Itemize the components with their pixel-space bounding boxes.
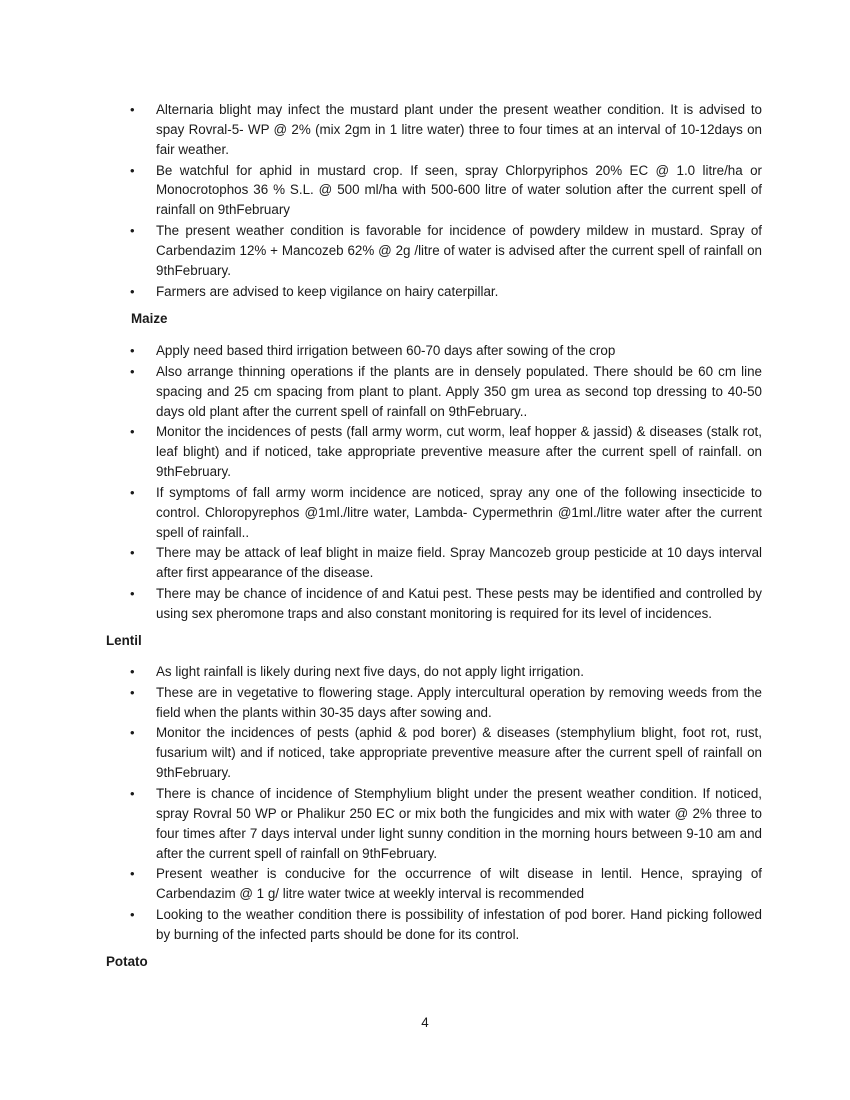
- list-item: • Present weather is conducive for the occurrence of wilt disease in lentil. Hence, spraying of Carbendazim @ 1 g/ litre water twice at weekly interval is recommended: [0, 864, 850, 904]
- maize-heading: Maize: [131, 311, 168, 326]
- lentil-section: [0, 662, 850, 945]
- lentil-advice-list: [0, 662, 850, 945]
- list-item: • Monitor the incidences of pests (fall army worm, cut worm, leaf hopper & jassid) & diseases (stalk rot, leaf blight) and if noticed, take appropriate preventive measure after the current spell of rainfall. on 9thFebruary.: [0, 422, 850, 482]
- mustard-advice-list: [0, 100, 850, 301]
- list-item: • Alternaria blight may infect the mustard plant under the present weather condition. It is advised to spay Rovral-5- WP @ 2% (mix 2gm in 1 litre water) three to four times at an interval of 10-12days on fair weather.: [0, 100, 850, 160]
- potato-heading: Potato: [106, 954, 148, 969]
- page-number: 4: [421, 1015, 429, 1030]
- list-item: • Farmers are advised to keep vigilance on hairy caterpillar.: [0, 282, 850, 302]
- list-item: • There may be attack of leaf blight in maize field. Spray Mancozeb group pesticide at 10 days interval after first appearance of the disease.: [0, 543, 850, 583]
- list-item: • If symptoms of fall army worm incidence are noticed, spray any one of the following insecticide to control. Chloropyrephos @1ml./litre water, Lambda- Cypermethrin @1ml./litre water after the current spell of rainfall..: [0, 483, 850, 543]
- list-item: • As light rainfall is likely during next five days, do not apply light irrigation.: [0, 662, 850, 682]
- mustard-section: [0, 100, 850, 302]
- list-item: • Be watchful for aphid in mustard crop. If seen, spray Chlorpyriphos 20% EC @ 1.0 litre/ha or Monocrotophos 36 % S.L. @ 500 ml/ha with 500-600 litre of water solution after the current spell of rainfall on 9thFebruary: [0, 161, 850, 221]
- list-item: • Looking to the weather condition there is possibility of infestation of pod borer. Hand picking followed by burning of the infected parts should be done for its control.: [0, 905, 850, 945]
- list-item: • There is chance of incidence of Stemphylium blight under the present weather condition. If noticed, spray Rovral 50 WP or Phalikur 250 EC or mix both the fungicides and mix with water @ 2% three to four times after 7 days interval under light sunny condition in the morning hours between 9-10 am and after the current spell of rainfall on 9thFebruary.: [0, 784, 850, 864]
- list-item: • There may be chance of incidence of and Katui pest. These pests may be identified and controlled by using sex pheromone traps and also constant monitoring is required for its level of incidences.: [0, 584, 850, 624]
- maize-advice-list: [0, 341, 850, 624]
- maize-section: [0, 341, 850, 624]
- list-item: • These are in vegetative to flowering stage. Apply intercultural operation by removing weeds from the field when the plants within 30-35 days after sowing and.: [0, 683, 850, 723]
- list-item: • Monitor the incidences of pests (aphid & pod borer) & diseases (stemphylium blight, foot rot, rust, fusarium wilt) and if noticed, take appropriate preventive measure after the current spell of rainfall on 9thFebruary.: [0, 723, 850, 783]
- list-item: • Apply need based third irrigation between 60-70 days after sowing of the crop: [0, 341, 850, 361]
- list-item: • The present weather condition is favorable for incidence of powdery mildew in mustard. Spray of Carbendazim 12% + Mancozeb 62% @ 2g /litre of water is advised after the current spell of rainfall on 9thFebruary.: [0, 221, 850, 281]
- list-item: • Also arrange thinning operations if the plants are in densely populated. There should be 60 cm line spacing and 25 cm spacing from plant to plant. Apply 350 gm urea as second top dressing to 40-50 days old plant after the current spell of rainfall on 9thFebruary..: [0, 362, 850, 422]
- lentil-heading: Lentil: [106, 633, 142, 648]
